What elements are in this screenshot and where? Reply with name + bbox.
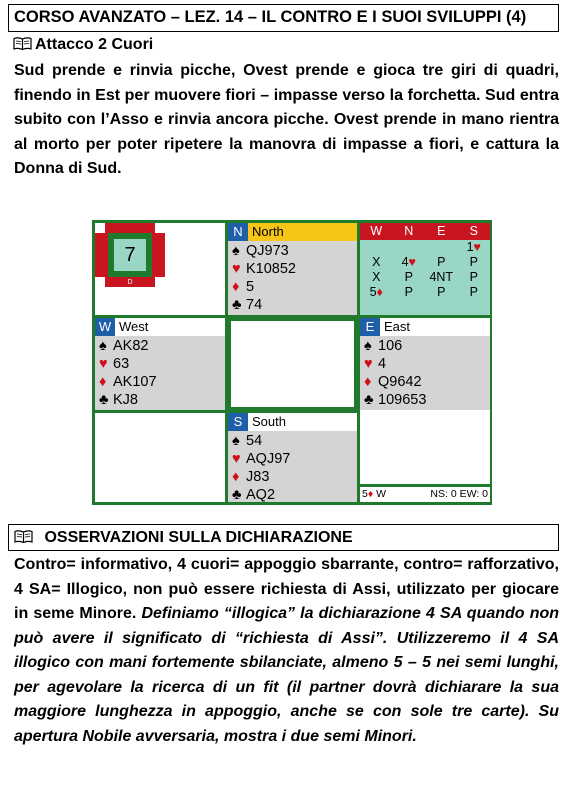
bid xyxy=(360,240,393,255)
seat-south-letter: S xyxy=(228,413,248,431)
observations-title: OSSERVAZIONI SULLA DICHIARAZIONE xyxy=(44,529,353,546)
north-clubs: 74 xyxy=(246,297,263,313)
bid: 4NT xyxy=(429,270,454,284)
club-icon: ♣ xyxy=(232,487,242,503)
auction-row xyxy=(360,240,490,255)
auction-header-east: E xyxy=(437,224,446,238)
bridge-board xyxy=(92,220,492,505)
east-diamonds: Q9642 xyxy=(378,374,422,390)
bid: 4♥ xyxy=(401,255,416,269)
west-clubs: KJ8 xyxy=(113,392,138,408)
spade-icon: ♠ xyxy=(99,338,107,354)
auction-row xyxy=(360,255,490,270)
club-icon: ♣ xyxy=(364,392,374,408)
auction-row xyxy=(360,270,490,285)
observations-italic: Definiamo “illogica” la dichiarazione 4 SA quando non può avere il significato di “richiesta di Assi”. Utilizzeremo il 4 SA illogico con mani fortemente sbilanciate, almeno 5 – 5 nei semi lunghi, per agevolare la ricerca di un fit (il partner dovrà dichiarare la sua maggiore lunghezza in appoggio, anche se con sole tre carte). Su apertura Nobile avversaria, mostra i due semi Minori. xyxy=(14,605,560,745)
south-hand xyxy=(228,413,357,502)
heart-icon: ♥ xyxy=(232,261,241,277)
club-icon: ♣ xyxy=(99,392,109,408)
west-hand xyxy=(95,318,225,410)
contract: 5♦ W xyxy=(362,488,387,500)
bid: X xyxy=(372,270,381,284)
west-hearts: 63 xyxy=(113,356,130,372)
auction-header-south: S xyxy=(469,224,478,238)
board-number-cell xyxy=(95,223,225,315)
dealer-marker: D xyxy=(127,279,133,286)
observations-text xyxy=(14,553,559,749)
bid xyxy=(425,240,458,255)
east-hand xyxy=(360,318,490,410)
bid: 1♥ xyxy=(466,240,481,254)
heart-icon: ♥ xyxy=(99,356,108,372)
lead-label: Attacco 2 Cuori xyxy=(35,36,154,53)
heart-icon: ♥ xyxy=(232,451,241,467)
book-icon xyxy=(14,530,33,543)
bid xyxy=(393,240,426,255)
page-title: CORSO AVANZATO – LEZ. 14 – IL CONTRO E I SUOI SVILUPPI (4) xyxy=(8,4,559,31)
diamond-icon: ♦ xyxy=(364,374,372,390)
north-spades: QJ973 xyxy=(246,243,289,259)
book-icon xyxy=(13,37,32,50)
observations-plain: Contro= informativo, 4 cuori= appoggio sbarrante, contro= rafforzativo, 4 SA= Illogico, non può essere richiesta di Assi, utilizzato per giocare in seme Minore. xyxy=(14,556,559,622)
south-hearts: AQJ97 xyxy=(246,451,291,467)
bid: X xyxy=(372,255,381,269)
empty-cell xyxy=(95,413,225,502)
bid: P xyxy=(469,285,478,299)
diamond-icon: ♦ xyxy=(232,279,240,295)
diamond-icon: ♦ xyxy=(99,374,107,390)
seat-north-name: North xyxy=(252,224,284,239)
seat-west-name: West xyxy=(119,319,149,334)
club-icon: ♣ xyxy=(232,297,242,313)
spade-icon: ♠ xyxy=(364,338,372,354)
diamond-icon: ♦ xyxy=(232,469,240,485)
bid: P xyxy=(437,255,446,269)
table-center xyxy=(231,321,354,407)
score: NS: 0 EW: 0 xyxy=(430,488,488,500)
auction-header-north: N xyxy=(404,224,414,238)
heart-icon: ♥ xyxy=(364,356,373,372)
south-spades: 54 xyxy=(246,433,263,449)
north-diamonds: 5 xyxy=(246,279,255,295)
auction-header xyxy=(360,223,490,240)
west-diamonds: AK107 xyxy=(113,374,157,390)
north-hand xyxy=(228,223,357,315)
auction-table xyxy=(360,223,490,315)
board-number: 7 xyxy=(124,244,136,266)
spade-icon: ♠ xyxy=(232,433,240,449)
south-clubs: AQ2 xyxy=(246,487,276,503)
east-hearts: 4 xyxy=(378,356,387,372)
empty-cell xyxy=(360,410,490,484)
west-spades: AK82 xyxy=(113,338,149,354)
contract-bar xyxy=(360,487,490,502)
seat-east-name: East xyxy=(384,319,411,334)
bid: P xyxy=(469,270,478,284)
lead-heading xyxy=(8,31,559,58)
bid: P xyxy=(404,270,413,284)
bid: P xyxy=(469,255,478,269)
east-spades: 106 xyxy=(378,338,403,354)
bid: P xyxy=(437,285,446,299)
observations-heading xyxy=(8,524,559,551)
spade-icon: ♠ xyxy=(232,243,240,259)
east-clubs: 109653 xyxy=(378,392,427,408)
play-description: Sud prende e rinvia picche, Ovest prende e gioca tre giri di quadri, finendo in Est per muovere fiori – impasse verso la forchetta. Sud entra subito con l’Asso e rinvia ancora picche. Ovest prende in mano rientra al morto per poter ripetere la manovra di impasse a fiori, e cattura la Donna di Sud. xyxy=(14,62,559,177)
north-hearts: K10852 xyxy=(246,261,296,277)
bid: P xyxy=(404,285,413,299)
auction-header-west: W xyxy=(370,224,383,238)
seat-west-letter: W xyxy=(95,318,115,336)
bid: 5♦ xyxy=(369,285,383,299)
auction-row xyxy=(360,285,490,300)
seat-south-name: South xyxy=(252,414,286,429)
seat-north-letter: N xyxy=(228,223,248,241)
south-diamonds: J83 xyxy=(246,469,270,485)
seat-east-letter: E xyxy=(360,318,380,336)
